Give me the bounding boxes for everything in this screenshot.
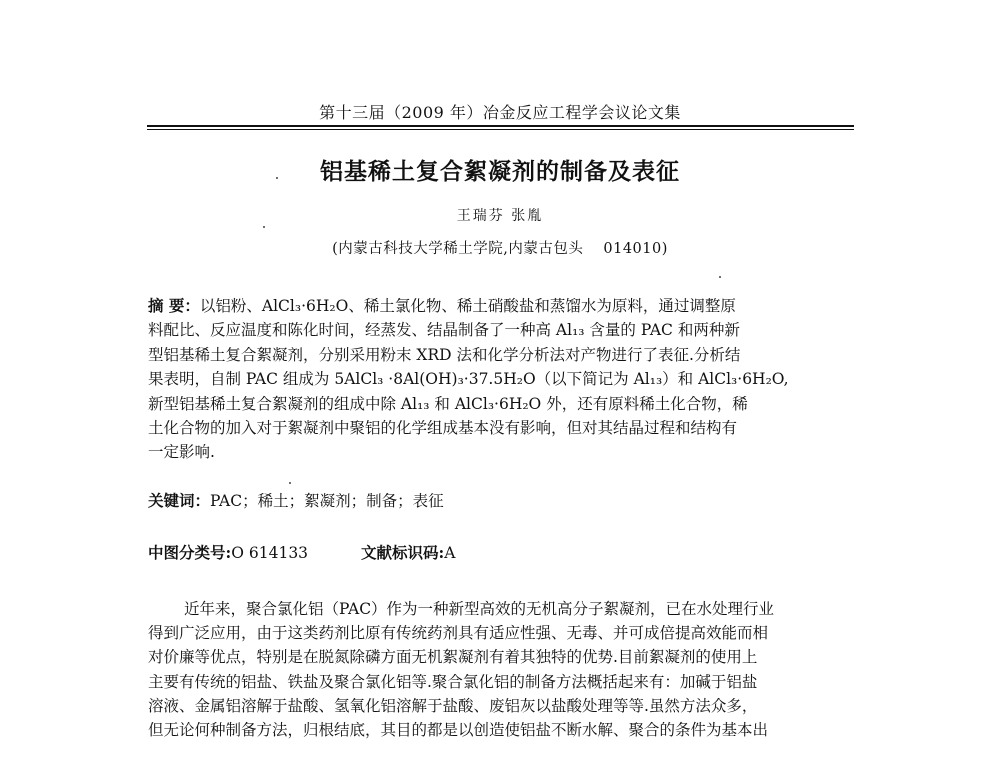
- clc-label: 中图分类号:: [148, 543, 232, 562]
- clc-value: O 614133: [231, 544, 309, 562]
- body-line: 近年来，聚合氯化铝（PAC）作为一种新型高效的无机高分子絮凝剂，已在水处理行业: [184, 600, 775, 618]
- body-line: 溶液、金属铝溶解于盐酸、氢氧化铝溶解于盐酸、废铝灰以盐酸处理等等.虽然方法众多，: [148, 696, 758, 715]
- keywords-text: PAC；稀土；絮凝剂；制备；表征: [210, 492, 444, 510]
- scan-speck: [289, 482, 291, 484]
- body-line: 但无论何种制备方法，归根结底，其目的都是以创造使铝盐不断水解、聚合的条件为基本出: [148, 721, 769, 740]
- keywords-label: 关键词：: [148, 491, 211, 510]
- proceedings-header: 第十三届（2009 年）冶金反应工程学会议论文集: [319, 103, 681, 122]
- header-rule-thick: [147, 125, 854, 127]
- abstract-label: 摘 要：: [148, 296, 200, 315]
- abstract-line: 一定影响.: [148, 443, 215, 462]
- affiliation-postal-code: 014010): [603, 241, 668, 257]
- header-rule-thin: [147, 129, 854, 130]
- doc-code-value: A: [444, 544, 456, 562]
- classification: [148, 541, 855, 565]
- body-text: [148, 597, 855, 742]
- abstract-line-text: 以铝粉、AlCl₃·6H₂O、稀土氯化物、稀土硝酸盐和蒸馏水为原料，通过调整原: [199, 297, 736, 315]
- abstract-line: 型铝基稀土复合絮凝剂，分别采用粉末 XRD 法和化学分析法对产物进行了表征.分析结: [148, 345, 741, 364]
- article-affiliation: [150, 237, 850, 258]
- body-line: 主要有传统的铝盐、铁盐及聚合氯化铝等.聚合氯化铝的制备方法概括起来有：加碱于铝盐: [148, 672, 758, 691]
- keywords: [148, 489, 855, 513]
- doc-code-label: 文献标识码:: [360, 543, 445, 562]
- abstract: [148, 294, 855, 465]
- body-line: 得到广泛应用，由于这类药剂比原有传统药剂具有适应性强、无毒、并可成倍提高效能而相: [148, 624, 769, 643]
- doc-code: [361, 544, 455, 562]
- scan-speck: [276, 177, 278, 179]
- abstract-line: 土化合物的加入对于絮凝剂中聚铝的化学组成基本没有影响，但对其结晶过程和结构有: [148, 419, 738, 438]
- abstract-line: 料配比、反应温度和陈化时间，经蒸发、结晶制备了一种高 Al₁₃ 含量的 PAC 和两种新: [148, 321, 740, 340]
- body-line: 对价廉等优点，特别是在脱氮除磷方面无机絮凝剂有着其独特的优势.目前絮凝剂的使用上: [148, 648, 758, 667]
- abstract-line: 果表明，自制 PAC 组成为 5AlCl₃ ·8Al(OH)₃·37.5H₂O（以下简记为 Al₁₃）和 AlCl₃·6H₂O,: [148, 370, 789, 389]
- abstract-line: [148, 294, 855, 318]
- affiliation-text: (内蒙古科技大学稀土学院,内蒙古包头: [332, 241, 584, 257]
- article-authors: 王瑞芬 张胤: [456, 208, 544, 224]
- article-title: 铝基稀土复合絮凝剂的制备及表征: [320, 159, 680, 185]
- scan-speck: [719, 276, 721, 278]
- abstract-line: 新型铝基稀土复合絮凝剂的组成中除 Al₁₃ 和 AlCl₃·6H₂O 外，还有原料稀土化合物，稀: [148, 394, 748, 413]
- scan-speck: [263, 226, 265, 228]
